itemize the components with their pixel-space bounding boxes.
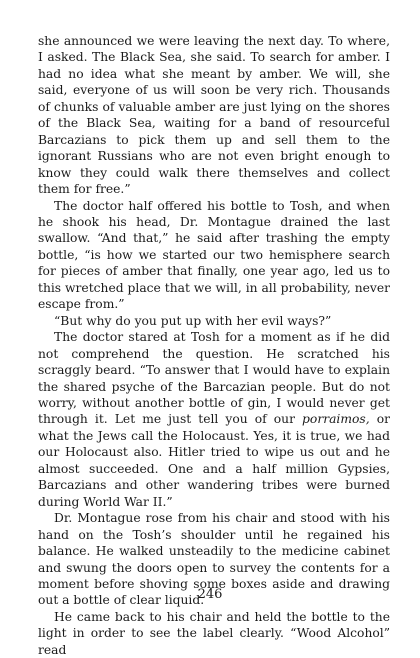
paragraph-4-text-after: or what the Jews call the Holocaust. Yes, it is true, we had our Holocaust also. Hitler tried to wipe us out and he almost succeeded. One and a half million Gypsies, Barcazians and other wandering tribes were burned during World War II.” (38, 412, 390, 509)
paragraph-5: Dr. Montague rose from his chair and stood with his hand on the Tosh’s shoulder until he regained his balance. He walked unsteadily to the medicine cabinet and swung the doors open to survey the contents for a moment before shoving some boxes aside and drawing out a bottle of clear liquid. (38, 511, 390, 608)
page-number: 246 (197, 587, 223, 602)
paragraph-4-text-before: The doctor stared at Tosh for a moment as if he did not comprehend the question. He scratched his scraggly beard. “To answer that I would have to explain the shared psyche of the Barcazian people. But do not worry, without another bottle of gin, I would never get through it. Let me just tell you of our (38, 330, 390, 427)
paragraph-1: she announced we were leaving the next day. To where, I asked. The Black Sea, she said. To search for amber. I had no idea what she meant by amber. We will, she said, everyone of us will soon be very rich. Thousands of chunks of valuable amber are just lying on the shores of the Black Sea, waiting for a band of resourceful Barcazians to pick them up and sell them to the ignorant Russians who are not even bright enough to know they could walk there themselves and collect them for free.” (38, 34, 390, 197)
paragraph-6: He came back to his chair and held the bottle to the light in order to see the label clearly. “Wood Alcohol” read (38, 609, 390, 657)
paragraph-4 (38, 329, 390, 510)
paragraph-2: The doctor half offered his bottle to Tosh, and when he shook his head, Dr. Montague drained the last swallow. “And that,” he said after trashing the empty bottle, “is how we started our two hemisphere search for pieces of amber that finally, one year ago, led us to this wretched place that we will, in all probability, never escape from.” (38, 198, 390, 312)
page-body (38, 33, 390, 658)
paragraph-4-emphasis: porraimos, (302, 412, 370, 427)
paragraph-3: “But why do you put up with her evil ways?” (54, 313, 332, 328)
